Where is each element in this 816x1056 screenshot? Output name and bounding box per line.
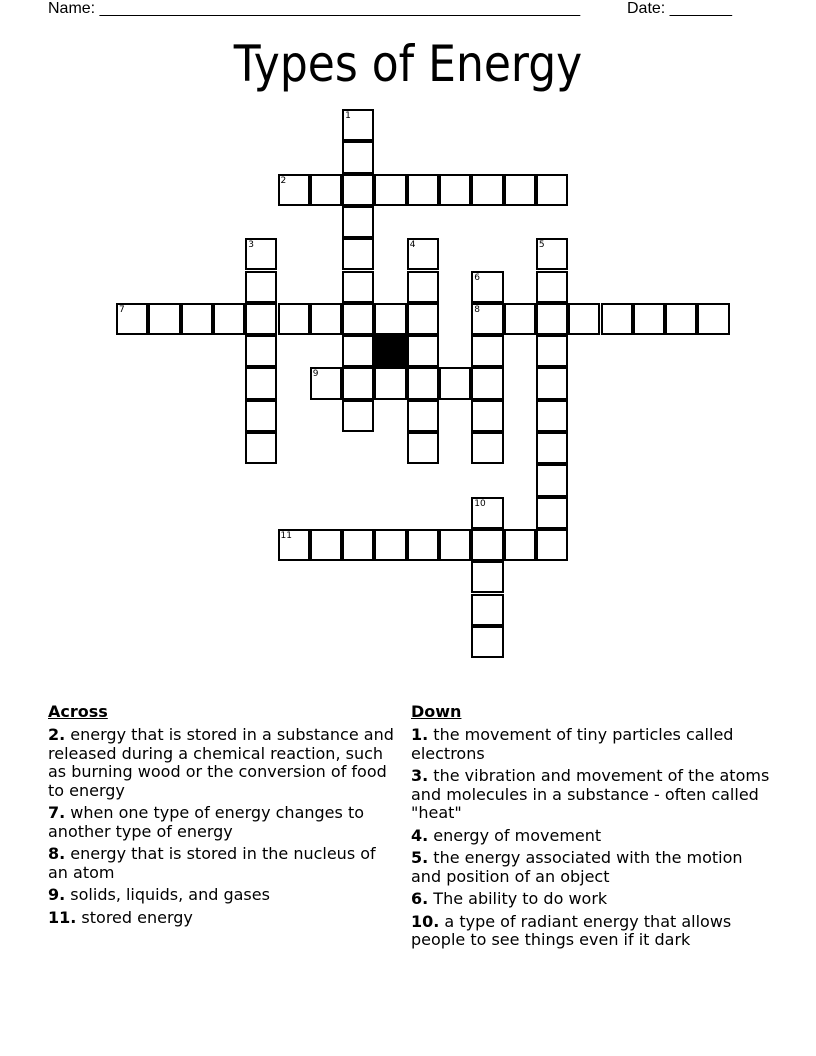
clue-number: 3. — [411, 766, 429, 785]
clue-number: 1. — [411, 725, 429, 744]
clue-text: the energy associated with the motion and position of an object — [411, 848, 743, 886]
across-clues — [48, 702, 398, 931]
clue-number: 8. — [48, 844, 66, 863]
across-heading: Across — [48, 702, 108, 721]
clue-text: The ability to do work — [428, 889, 608, 908]
grid-cell[interactable] — [536, 497, 568, 529]
cell-number: 3 — [248, 240, 254, 251]
grid-cell[interactable] — [374, 303, 406, 335]
grid-cell[interactable] — [439, 529, 471, 561]
grid-cell[interactable] — [342, 303, 374, 335]
grid-cell[interactable] — [504, 303, 536, 335]
grid-cell[interactable] — [374, 529, 406, 561]
down-clue — [411, 913, 771, 950]
cell-number: 9 — [312, 369, 319, 380]
grid-cell[interactable] — [245, 432, 277, 464]
grid-cell[interactable] — [374, 367, 406, 399]
grid-cell[interactable] — [278, 174, 310, 206]
grid-cell[interactable] — [342, 271, 374, 303]
grid-cell[interactable] — [342, 400, 374, 432]
grid-cell[interactable] — [213, 303, 245, 335]
grid-cell[interactable] — [407, 303, 439, 335]
across-clue — [48, 804, 398, 841]
down-heading: Down — [411, 702, 462, 721]
grid-cell[interactable] — [536, 238, 568, 270]
grid-cell[interactable] — [278, 529, 310, 561]
grid-cell[interactable] — [342, 238, 374, 270]
grid-cell[interactable] — [471, 432, 503, 464]
clue-number: 2. — [48, 725, 66, 744]
clue-number: 9. — [48, 885, 66, 904]
grid-cell[interactable] — [407, 271, 439, 303]
grid-cell[interactable] — [697, 303, 729, 335]
grid-cell[interactable] — [471, 497, 503, 529]
grid-cell[interactable] — [310, 303, 342, 335]
cell-number: 4 — [409, 240, 416, 251]
grid-cell[interactable] — [504, 529, 536, 561]
cell-number: 1 — [345, 111, 351, 121]
down-clues — [411, 702, 771, 954]
grid-cell[interactable] — [407, 432, 439, 464]
clue-text: energy that is stored in a substance and released during a chemical reaction, such as burning wood or the conversion of food to energy — [48, 725, 394, 800]
grid-cell[interactable] — [245, 238, 277, 270]
clue-number: 10. — [411, 911, 440, 931]
grid-cell[interactable] — [504, 174, 536, 206]
grid-cell[interactable] — [407, 174, 439, 206]
cell-number: 7 — [119, 304, 125, 315]
clue-text: the movement of tiny particles called electrons — [411, 725, 734, 763]
grid-cell[interactable] — [374, 174, 406, 206]
grid-cell[interactable] — [342, 174, 374, 206]
grid-cell[interactable] — [536, 335, 568, 367]
grid-cell[interactable] — [439, 174, 471, 206]
grid-cell[interactable] — [245, 335, 277, 367]
cell-number: 8 — [474, 304, 481, 315]
grid-cell[interactable] — [407, 367, 439, 399]
grid-cell[interactable] — [471, 400, 503, 432]
grid-cell[interactable] — [633, 303, 665, 335]
cell-number: 11 — [280, 530, 292, 541]
grid-cell[interactable] — [439, 367, 471, 399]
across-clue — [48, 726, 398, 800]
clue-number: 5. — [411, 848, 429, 867]
grid-cell[interactable] — [407, 400, 439, 432]
grid-cell[interactable] — [342, 367, 374, 399]
clue-text: stored energy — [76, 907, 193, 927]
clue-text: energy of movement — [428, 825, 602, 845]
down-clue — [411, 827, 771, 846]
grid-cell[interactable] — [245, 303, 277, 335]
grid-cell[interactable] — [536, 400, 568, 432]
date-field[interactable]: Date: _______ — [627, 0, 732, 17]
grid-cell[interactable] — [407, 529, 439, 561]
grid-cell[interactable] — [310, 174, 342, 206]
clue-number: 6. — [411, 889, 429, 908]
grid-cell[interactable] — [536, 464, 568, 496]
clue-text: energy that is stored in the nucleus of an atom — [48, 844, 376, 882]
clue-number: 11. — [48, 907, 77, 927]
down-clue — [411, 849, 771, 886]
clue-text: solids, liquids, and gases — [65, 885, 270, 904]
clue-text: a type of radiant energy that allows people to see things even if it dark — [411, 911, 732, 949]
cell-number: 5 — [538, 240, 545, 251]
grid-cell[interactable] — [471, 303, 503, 335]
grid-cell[interactable] — [536, 432, 568, 464]
grid-cell[interactable] — [536, 303, 568, 335]
name-field[interactable]: Name: ______________________________________________________ — [48, 0, 581, 17]
grid-cell[interactable] — [342, 109, 374, 141]
grid-cell[interactable] — [245, 400, 277, 432]
clue-text: the vibration and movement of the atoms and molecules in a substance - often called "heat" — [411, 766, 770, 822]
grid-cell[interactable] — [310, 367, 342, 399]
cell-number: 10 — [474, 498, 486, 509]
across-clue — [48, 886, 398, 905]
grid-cell[interactable] — [471, 561, 503, 593]
grid-cell[interactable] — [471, 367, 503, 399]
grid-cell[interactable] — [342, 529, 374, 561]
grid-cell[interactable] — [471, 271, 503, 303]
down-clue — [411, 767, 771, 823]
clue-number: 7. — [48, 803, 66, 822]
grid-cell[interactable] — [116, 303, 148, 335]
down-clue — [411, 890, 771, 909]
grid-cell[interactable] — [536, 529, 568, 561]
clue-number: 4. — [411, 825, 429, 845]
grid-cell[interactable] — [471, 594, 503, 626]
grid-cell[interactable] — [536, 271, 568, 303]
cell-number: 6 — [474, 272, 481, 283]
across-clue — [48, 909, 398, 928]
grid-cell[interactable] — [245, 367, 277, 399]
grid-cell[interactable] — [278, 303, 310, 335]
grid-cell[interactable] — [407, 335, 439, 367]
black-cell — [374, 335, 406, 367]
grid-cell[interactable] — [245, 271, 277, 303]
grid-cell[interactable] — [568, 303, 600, 335]
clue-text: when one type of energy changes to another type of energy — [48, 803, 364, 841]
grid-cell[interactable] — [342, 206, 374, 238]
grid-cell[interactable] — [181, 303, 213, 335]
page-title: Types of Energy — [233, 35, 583, 93]
grid-cell[interactable] — [471, 335, 503, 367]
grid-cell[interactable] — [342, 335, 374, 367]
grid-cell[interactable] — [342, 141, 374, 173]
grid-cell[interactable] — [665, 303, 697, 335]
grid-cell[interactable] — [601, 303, 633, 335]
grid-cell[interactable] — [407, 238, 439, 270]
grid-cell[interactable] — [471, 626, 503, 658]
down-clue — [411, 726, 771, 763]
grid-cell[interactable] — [310, 529, 342, 561]
across-clue — [48, 845, 398, 882]
grid-cell[interactable] — [471, 174, 503, 206]
grid-cell[interactable] — [471, 529, 503, 561]
grid-cell[interactable] — [148, 303, 180, 335]
grid-cell[interactable] — [536, 367, 568, 399]
cell-number: 2 — [280, 175, 287, 186]
grid-cell[interactable] — [536, 174, 568, 206]
